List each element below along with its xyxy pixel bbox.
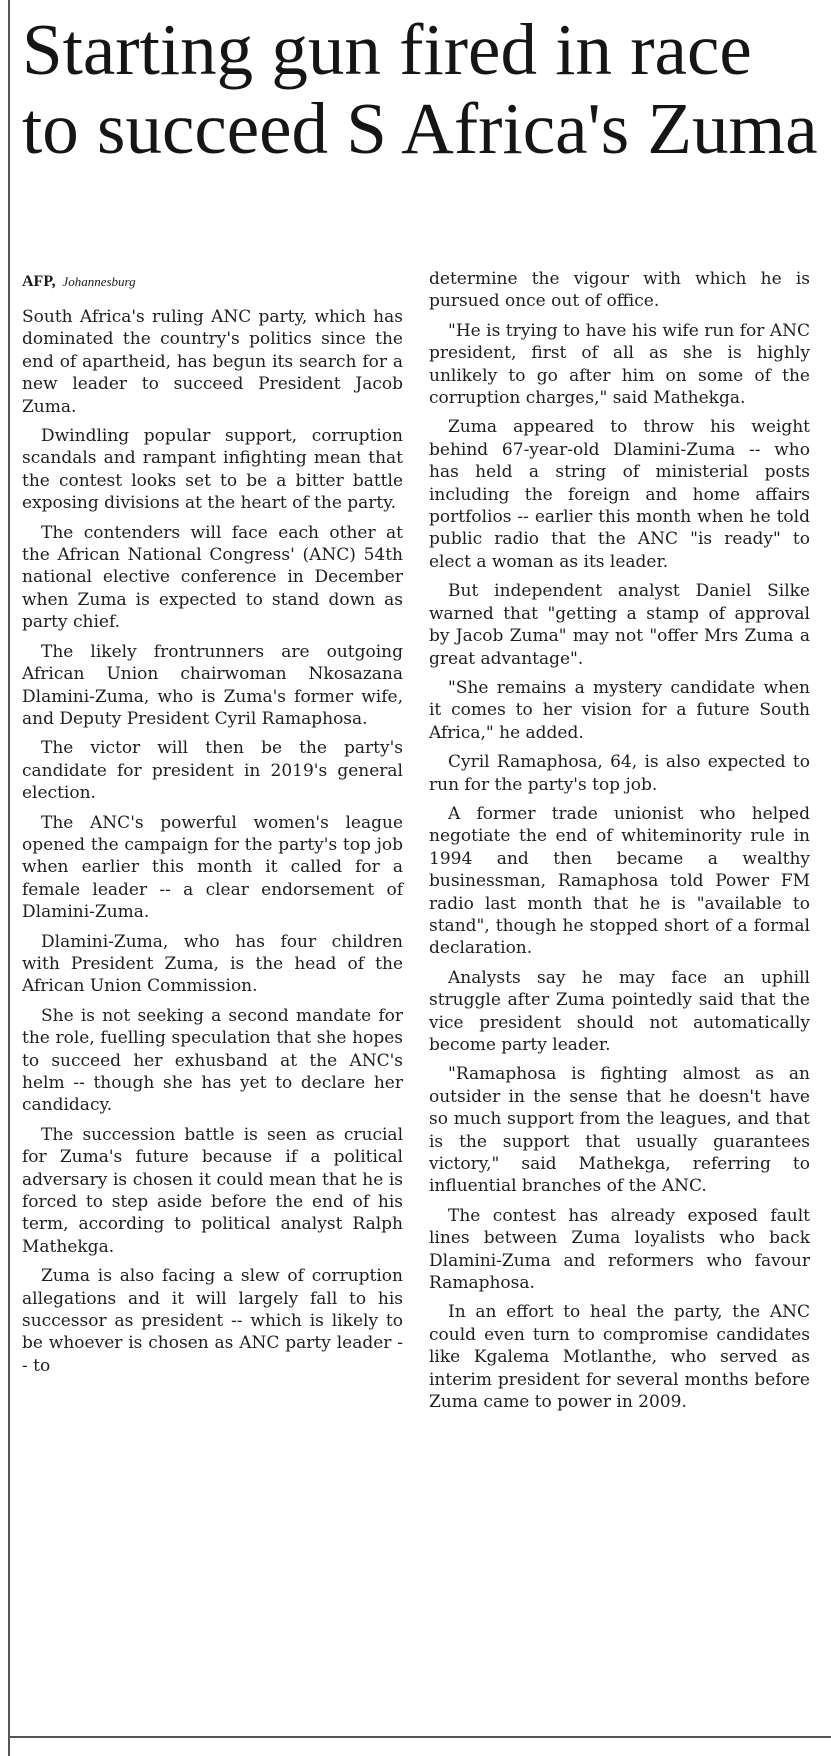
headline: Starting gun fired in race to succeed S Africa's Zuma [22,9,818,169]
byline-location: Johannesburg [62,274,136,289]
body-paragraph: The likely frontrunners are outgoing African Union chairwoman Nkosazana Dlamini-Zuma, who is Zuma's former wife, and Deputy President Cyril Ramaphosa. [22,641,403,729]
body-paragraph: In an effort to heal the party, the ANC could even turn to compromise candidates like Kgalema Motlanthe, who served as interim president for several months before Zuma came to power in 2009. [429,1302,810,1413]
body-paragraph: The ANC's powerful women's league opened the campaign for the party's top job when earlier this month it called for a female leader -- a clear endorsement of Dlamini-Zuma. [22,812,403,923]
body-paragraph: The succession battle is seen as crucial for Zuma's future because if a political adversary is chosen it could mean that he is forced to step aside before the end of his term, according to political analyst Ralph Mathekga. [22,1124,403,1257]
article-column-1 [22,306,403,1384]
body-paragraph: Cyril Ramaphosa, 64, is also expected to run for the party's top job. [429,752,810,795]
bottom-rule [8,1736,831,1738]
body-paragraph: "Ramaphosa is fighting almost as an outsider in the sense that he doesn't have so much support from the leagues, and that is the support that usually guarantees victory," said Mathekga, referring to influential branches of the ANC. [429,1064,810,1197]
body-paragraph: But independent analyst Daniel Silke warned that "getting a stamp of approval by Jacob Zuma" may not "offer Mrs Zuma a great advantage". [429,581,810,669]
body-paragraph: The victor will then be the party's candidate for president in 2019's general election. [22,738,403,804]
body-paragraph: She is not seeking a second mandate for the role, fuelling speculation that she hopes to succeed her exhusband at the ANC's helm -- though she has yet to declare her candidacy. [22,1005,403,1116]
left-column-rule [8,0,10,1756]
body-paragraph: determine the vigour with which he is pursued once out of office. [429,269,810,312]
body-paragraph: The contest has already exposed fault lines between Zuma loyalists who back Dlamini-Zuma and reformers who favour Ramaphosa. [429,1205,810,1294]
article-column-2 [429,268,810,1421]
body-paragraph: South Africa's ruling ANC party, which has dominated the country's politics since the end of apartheid, has begun its search for a new leader to succeed President Jacob Zuma. [22,307,403,417]
body-paragraph: A former trade unionist who helped negotiate the end of whiteminority rule in 1994 and then became a wealthy businessman, Ramaphosa told Power FM radio last month that he is "available to stand", though he stopped short of a formal declaration. [429,803,810,959]
byline [22,272,136,291]
body-paragraph: Zuma is also facing a slew of corruption allegations and it will largely fall to his successor as president -- which is likely to be whoever is chosen as ANC party leader -- to [22,1266,403,1376]
body-paragraph: Dlamini-Zuma, who has four children with President Zuma, is the head of the African Union Commission. [22,931,403,997]
body-paragraph: Zuma appeared to throw his weight behind 67-year-old Dlamini-Zuma -- who has held a string of ministerial posts including the foreign and home affairs portfolios -- earlier this month when he told public radio that the ANC "is ready" to elect a woman as its leader. [429,417,810,572]
body-paragraph: "She remains a mystery candidate when it comes to her vision for a future South Africa," he added. [429,677,810,743]
body-paragraph: Analysts say he may face an uphill struggle after Zuma pointedly said that the vice president should not automatically become party leader. [429,967,810,1055]
byline-agency: AFP, [22,273,56,290]
body-paragraph: Dwindling popular support, corruption scandals and rampant infighting mean that the contest looks set to be a bitter battle exposing divisions at the heart of the party. [22,426,403,514]
body-paragraph: The contenders will face each other at the African National Congress' (ANC) 54th national elective conference in December when Zuma is expected to stand down as party chief. [22,522,403,633]
body-paragraph: "He is trying to have his wife run for ANC president, first of all as she is highly unlikely to go after him on some of the corruption charges," said Mathekga. [429,320,810,409]
